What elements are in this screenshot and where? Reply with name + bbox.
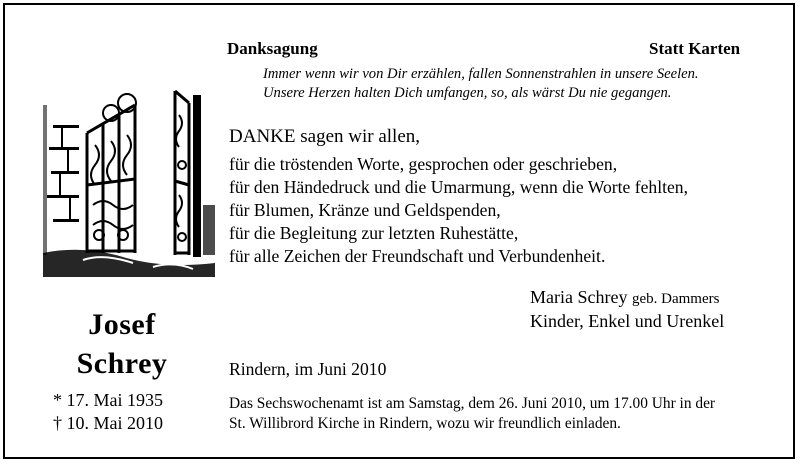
signature-maiden-name: geb. Dammers <box>631 291 720 307</box>
signature-family: Kinder, Enkel und Urenkel <box>530 311 725 331</box>
death-date: † 10. Mai 2010 <box>53 413 163 433</box>
signature-person: Maria Schrey <box>530 287 628 307</box>
motto-line-2: Unsere Herzen halten Dich umfangen, so, als wärst Du nie gegangen. <box>263 85 672 101</box>
header-subtitle: Statt Karten <box>649 39 741 58</box>
notice-line-2: St. Willibrord Kirche in Rindern, wozu wir freundlich einladen. <box>229 415 621 432</box>
obituary-card <box>3 3 795 459</box>
deceased-last-name: Schrey <box>76 347 168 380</box>
thanks-line: für Blumen, Kränze und Geldspenden, <box>229 200 501 220</box>
garden-gate-illustration-icon <box>43 85 215 277</box>
signature-name <box>530 287 719 308</box>
deceased-first-name: Josef <box>88 308 156 341</box>
header-title: Danksagung <box>227 39 318 58</box>
thanks-line: für die Begleitung zur letzten Ruhestätte, <box>229 223 519 243</box>
motto-line-1: Immer wenn wir von Dir erzählen, fallen Sonnenstrahlen in unsere Seelen. <box>263 66 699 82</box>
place-date: Rindern, im Juni 2010 <box>229 359 387 379</box>
thanks-line: für die tröstenden Worte, gesprochen oder geschrieben, <box>229 154 618 174</box>
thanks-line: für den Händedruck und die Umarmung, wenn die Worte fehlten, <box>229 177 688 197</box>
notice-line-1: Das Sechswochenamt ist am Samstag, dem 26. Juni 2010, um 17.00 Uhr in der <box>229 395 716 412</box>
thanks-line: für alle Zeichen der Freundschaft und Verbundenheit. <box>229 246 606 266</box>
birth-date: * 17. Mai 1935 <box>53 390 163 410</box>
thanks-intro: DANKE sagen wir allen, <box>229 126 421 147</box>
